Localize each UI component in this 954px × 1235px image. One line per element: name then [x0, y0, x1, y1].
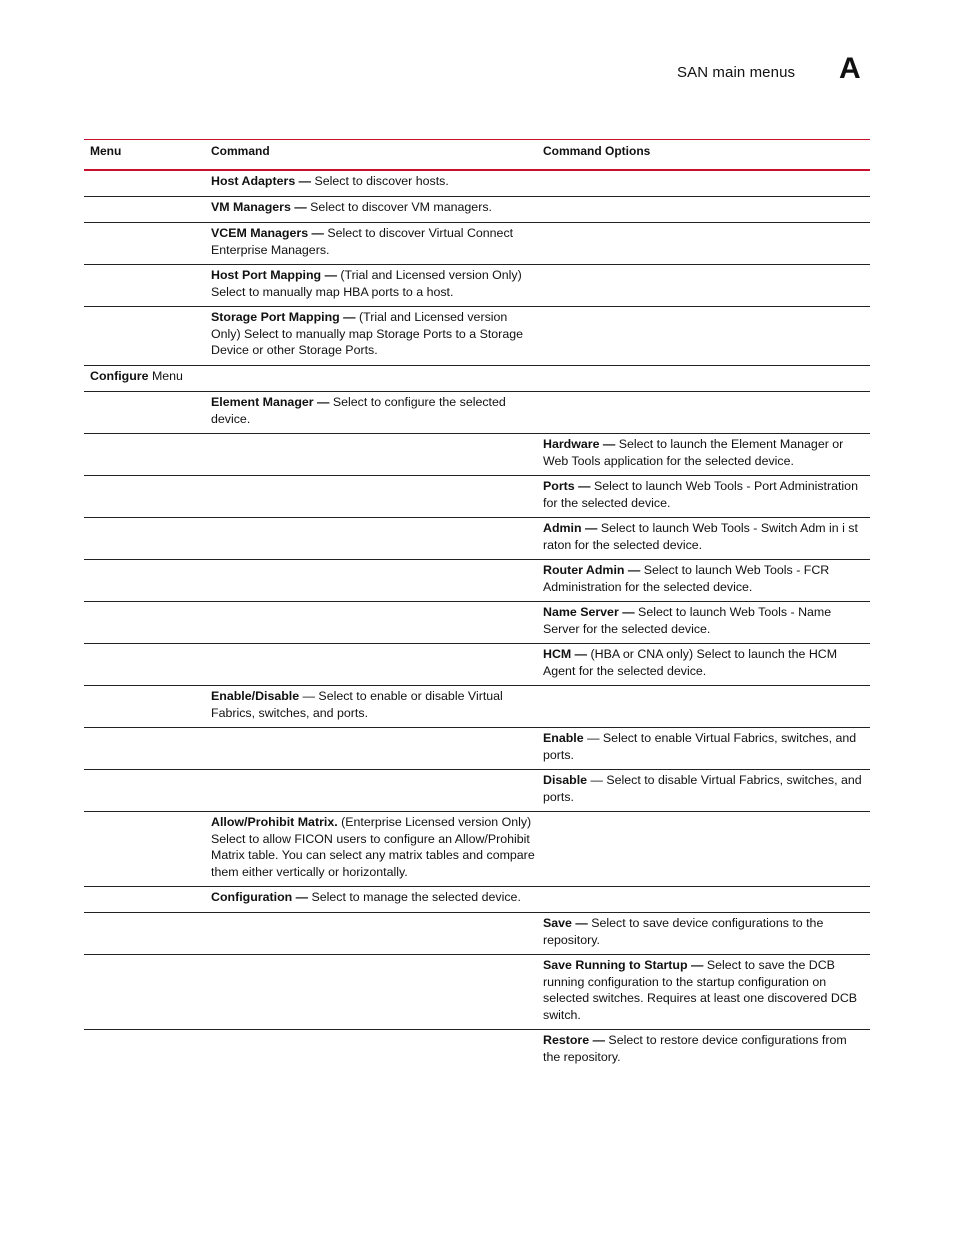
description-text: (Enterprise Licensed version Only) Select to allow FICON users to configure an Allow/Prohibit Matrix table. You can select any matrix tables and compare them either vertically or horizontally. — [211, 815, 535, 879]
term-label: VCEM Managers — — [211, 226, 324, 240]
command-options-cell — [537, 197, 870, 222]
term-label: VM Managers — — [211, 200, 307, 214]
column-header-command: Command — [211, 144, 270, 158]
column-header-menu: Menu — [90, 144, 122, 158]
description-text: — Select to enable Virtual Fabrics, switches, and ports. — [543, 731, 857, 762]
menu-cell — [84, 223, 205, 264]
command-options-cell — [537, 812, 870, 886]
command-options-cell — [537, 955, 870, 1029]
command-cell — [205, 392, 537, 433]
term-label: Disable — [543, 773, 588, 787]
command-options-cell — [537, 476, 870, 517]
command-cell — [205, 560, 537, 601]
table-row — [84, 1030, 870, 1072]
command-options-cell — [537, 887, 870, 912]
term-label: Enable/Disable — [211, 689, 300, 703]
term-label: Admin — — [543, 521, 598, 535]
table-body — [84, 171, 870, 1072]
table-row — [84, 197, 870, 223]
description-text: Select to save the DCB running configuration to the startup configuration on selected switches. Requires at least one discovered DCB switch. — [543, 958, 858, 1022]
term-label: Configure — [90, 369, 149, 383]
menu-cell — [84, 770, 205, 811]
table-row — [84, 913, 870, 955]
table-row — [84, 434, 870, 476]
table-row — [84, 812, 870, 887]
term-label: Host Port Mapping — — [211, 268, 337, 282]
menu-cell — [84, 171, 205, 196]
table-row — [84, 686, 870, 728]
description-text: (HBA or CNA only) Select to launch the HCM Agent for the selected device. — [543, 647, 838, 678]
table-row — [84, 366, 870, 392]
description-text: Select to save device configurations to the repository. — [543, 916, 824, 947]
term-label: Hardware — — [543, 437, 616, 451]
description-text: Select to launch Web Tools - Name Server for the selected device. — [543, 605, 832, 636]
description-text: Select to manage the selected device. — [308, 890, 521, 904]
menu-cell — [84, 644, 205, 685]
menu-cell — [84, 392, 205, 433]
description-text: Menu — [148, 369, 183, 383]
table-row — [84, 307, 870, 366]
term-label: Enable — [543, 731, 584, 745]
table-row — [84, 171, 870, 197]
command-options-cell — [537, 366, 870, 391]
table-row — [84, 770, 870, 812]
description-text: — Select to disable Virtual Fabrics, switches, and ports. — [543, 773, 862, 804]
menu-cell — [84, 728, 205, 769]
command-options-cell — [537, 728, 870, 769]
term-label: Configuration — — [211, 890, 309, 904]
description-text: Select to configure the selected device. — [211, 395, 506, 426]
table-row — [84, 955, 870, 1030]
menu-command-table — [84, 139, 870, 1072]
command-options-cell — [537, 171, 870, 196]
menu-cell — [84, 366, 205, 391]
table-row — [84, 476, 870, 518]
command-options-cell — [537, 1030, 870, 1072]
menu-cell — [84, 812, 205, 886]
command-cell — [205, 887, 537, 912]
description-text: (Trial and Licensed version Only) Select to manually map Storage Ports to a Storage Device or other Storage Ports. — [211, 310, 523, 357]
command-options-cell — [537, 913, 870, 954]
command-cell — [205, 1030, 537, 1072]
term-label: Router Admin — — [543, 563, 641, 577]
command-cell — [205, 366, 537, 391]
table-row — [84, 223, 870, 265]
menu-cell — [84, 955, 205, 1029]
term-label: Host Adapters — — [211, 174, 312, 188]
description-text: Select to launch Web Tools - FCR Administration for the selected device. — [543, 563, 830, 594]
term-label: Save Running to Startup — — [543, 958, 704, 972]
command-cell — [205, 955, 537, 1029]
term-label: Storage Port Mapping — — [211, 310, 356, 324]
command-options-cell — [537, 518, 870, 559]
command-cell — [205, 518, 537, 559]
table-row — [84, 392, 870, 434]
term-label: HCM — — [543, 647, 588, 661]
menu-cell — [84, 518, 205, 559]
description-text: Select to discover hosts. — [311, 174, 449, 188]
description-text: (Trial and Licensed version Only) Select to manually map HBA ports to a host. — [211, 268, 522, 299]
table-row — [84, 518, 870, 560]
menu-cell — [84, 197, 205, 222]
table-row — [84, 728, 870, 770]
menu-cell — [84, 560, 205, 601]
table-row — [84, 602, 870, 644]
term-label: Restore — — [543, 1033, 605, 1047]
command-cell — [205, 434, 537, 475]
command-cell — [205, 197, 537, 222]
command-cell — [205, 602, 537, 643]
description-text: Select to launch Web Tools - Switch Adm in i st raton for the selected device. — [543, 521, 858, 552]
command-cell — [205, 476, 537, 517]
menu-cell — [84, 887, 205, 912]
command-cell — [205, 913, 537, 954]
menu-cell — [84, 434, 205, 475]
menu-cell — [84, 476, 205, 517]
table-row — [84, 887, 870, 913]
command-options-cell — [537, 560, 870, 601]
command-cell — [205, 728, 537, 769]
term-label: Save — — [543, 916, 588, 930]
command-options-cell — [537, 392, 870, 433]
command-cell — [205, 171, 537, 196]
command-cell — [205, 307, 537, 365]
command-options-cell — [537, 686, 870, 727]
command-options-cell — [537, 223, 870, 264]
menu-cell — [84, 686, 205, 727]
menu-cell — [84, 265, 205, 306]
table-row — [84, 265, 870, 307]
table-row — [84, 560, 870, 602]
description-text: Select to discover Virtual Connect Enterprise Managers. — [211, 226, 514, 257]
command-cell — [205, 686, 537, 727]
command-options-cell — [537, 307, 870, 365]
description-text: Select to launch the Element Manager or Web Tools application for the selected device. — [543, 437, 844, 468]
page-section-title: SAN main menus — [677, 64, 796, 81]
command-cell — [205, 223, 537, 264]
command-options-cell — [537, 644, 870, 685]
menu-cell — [84, 913, 205, 954]
command-options-cell — [537, 265, 870, 306]
command-cell — [205, 770, 537, 811]
column-header-command-options: Command Options — [543, 144, 651, 158]
appendix-letter: A — [839, 52, 861, 85]
term-label: Allow/Prohibit Matrix. — [211, 815, 338, 829]
description-text: Select to restore device configurations from the repository. — [543, 1033, 847, 1064]
menu-cell — [84, 307, 205, 365]
term-label: Name Server — — [543, 605, 635, 619]
command-options-cell — [537, 602, 870, 643]
menu-cell — [84, 1030, 205, 1072]
command-cell — [205, 644, 537, 685]
description-text: Select to launch Web Tools - Port Administration for the selected device. — [543, 479, 858, 510]
menu-cell — [84, 602, 205, 643]
command-cell — [205, 812, 537, 886]
table-row — [84, 644, 870, 686]
command-options-cell — [537, 434, 870, 475]
term-label: Element Manager — — [211, 395, 330, 409]
description-text: — Select to enable or disable Virtual Fabrics, switches, and ports. — [211, 689, 503, 720]
term-label: Ports — — [543, 479, 591, 493]
command-cell — [205, 265, 537, 306]
command-options-cell — [537, 770, 870, 811]
description-text: Select to discover VM managers. — [306, 200, 492, 214]
table-header-row — [84, 140, 870, 171]
